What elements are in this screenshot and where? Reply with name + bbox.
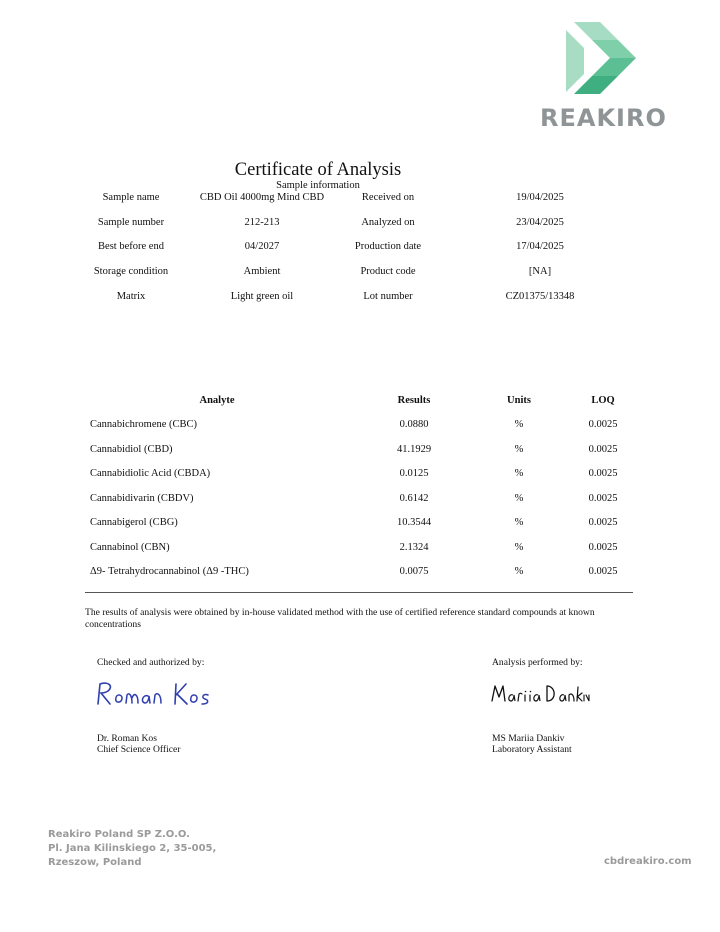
result-cell: 0.0075 [399, 566, 429, 577]
analyte-header: Analyte [199, 395, 235, 406]
table-bottom-divider [85, 592, 633, 593]
info-label: Production date [354, 241, 422, 252]
result-cell: 0.0125 [399, 468, 429, 479]
analyte-cell: Cannabinol (CBN) [90, 542, 170, 553]
info-value: [NA] [528, 266, 552, 277]
right-signer-block [492, 733, 572, 755]
info-value: 19/04/2025 [516, 192, 564, 203]
footer-address [48, 828, 216, 870]
loq-cell: 0.0025 [588, 468, 618, 479]
analyte-cell: Cannabichromene (CBC) [90, 419, 198, 430]
left-signer-name: Dr. Roman Kos [97, 733, 157, 744]
right-signer-title: Laboratory Assistant [492, 744, 572, 755]
result-cell: 2.1324 [399, 542, 429, 553]
brand-logo-text: REAKIRO [540, 104, 667, 132]
roman-kos-signature [94, 678, 216, 710]
analyte-cell: Cannabidiol (CBD) [90, 444, 173, 455]
info-label: Matrix [116, 291, 146, 302]
info-label: Storage condition [93, 266, 169, 277]
info-value: Ambient [243, 266, 281, 277]
unit-cell: % [514, 468, 524, 479]
loq-cell: 0.0025 [588, 517, 618, 528]
loq-cell: 0.0025 [588, 493, 618, 504]
document-title: Certificate of Analysis [234, 160, 402, 180]
address-line: Pl. Jana Kilinskiego 2, 35-005, [48, 843, 217, 854]
left-signer-block [97, 733, 180, 755]
result-cell: 10.3544 [396, 517, 432, 528]
method-note: The results of analysis were obtained by in-house validated method with the use of certified reference standard compounds at known concentrations [85, 607, 595, 630]
analyte-cell: Δ9- Tetrahydrocannabinol (Δ9 -THC) [90, 566, 249, 577]
unit-cell: % [514, 444, 524, 455]
info-value: 04/2027 [244, 241, 280, 252]
unit-cell: % [514, 517, 524, 528]
reakiro-logo-icon [566, 22, 636, 94]
info-value: 23/04/2025 [516, 217, 564, 228]
checked-by-label: Checked and authorized by: [97, 657, 205, 668]
footer-website: cbdreakiro.com [604, 856, 692, 867]
analyte-cell: Cannabidivarin (CBDV) [90, 493, 194, 504]
loq-cell: 0.0025 [588, 566, 618, 577]
info-label: Sample number [97, 217, 165, 228]
info-value: 212-213 [244, 217, 280, 228]
info-label: Received on [361, 192, 415, 203]
loq-header: LOQ [591, 395, 615, 406]
unit-cell: % [514, 419, 524, 430]
info-label: Sample name [102, 192, 160, 203]
loq-cell: 0.0025 [588, 444, 618, 455]
info-value: CBD Oil 4000mg Mind CBD [199, 192, 325, 203]
result-cell: 0.0880 [399, 419, 429, 430]
loq-cell: 0.0025 [588, 419, 618, 430]
section-subtitle: Sample information [276, 180, 360, 191]
analyte-cell: Cannabidiolic Acid (CBDA) [90, 468, 211, 479]
left-signer-title: Chief Science Officer [97, 744, 181, 755]
info-value: Light green oil [230, 291, 294, 302]
result-cell: 0.6142 [399, 493, 429, 504]
info-label: Best before end [98, 241, 164, 252]
info-value: 17/04/2025 [516, 241, 564, 252]
result-cell: 41.1929 [396, 444, 432, 455]
info-label: Lot number [363, 291, 413, 302]
address-line: Rzeszow, Poland [48, 857, 142, 868]
info-value: CZ01375/13348 [505, 291, 575, 302]
loq-cell: 0.0025 [588, 542, 618, 553]
mariia-dankiv-signature [490, 682, 590, 706]
unit-cell: % [514, 566, 524, 577]
unit-cell: % [514, 493, 524, 504]
address-line: Reakiro Poland SP Z.O.O. [48, 829, 190, 840]
results-header: Results [397, 395, 431, 406]
info-label: Analyzed on [361, 217, 415, 228]
units-header: Units [507, 395, 531, 406]
right-signer-name: MS Mariia Dankiv [492, 733, 565, 744]
unit-cell: % [514, 542, 524, 553]
performed-by-label: Analysis performed by: [492, 657, 583, 668]
info-label: Product code [360, 266, 416, 277]
analyte-cell: Cannabigerol (CBG) [90, 517, 178, 528]
